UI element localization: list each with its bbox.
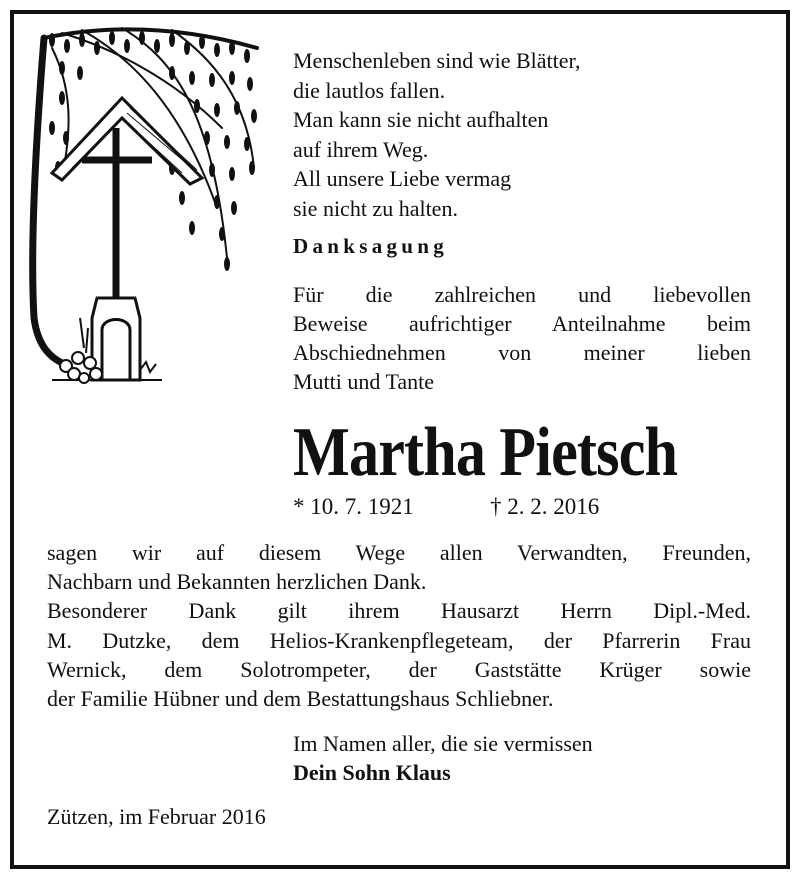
poem-line: Menschenleben sind wie Blätter, — [293, 48, 581, 73]
intro-line: Mutti und Tante — [293, 369, 435, 394]
intro-line: Für die zahlreichen und liebevollen — [293, 282, 751, 307]
place-and-date: Zützen, im Februar 2016 — [47, 804, 266, 829]
body-line: Besonderer Dank gilt ihrem Hausarzt Herrn Dipl.-Med. — [47, 598, 751, 624]
signature-block — [293, 729, 593, 787]
thanks-body — [47, 538, 751, 713]
thanks-heading: Danksagung — [293, 234, 449, 258]
signer-name: Dein Sohn Klaus — [293, 760, 451, 785]
body-line: Wernick, dem Solotrompeter, der Gaststätte Krüger sowie — [47, 656, 751, 682]
poem-line: auf ihrem Weg. — [293, 136, 429, 162]
body-line: der Familie Hübner und dem Bestattungshaus Schliebner. — [47, 686, 554, 712]
birth-date: * 10. 7. 1921 — [293, 494, 414, 519]
poem — [293, 46, 580, 223]
intro-line: Beweise aufrichtiger Anteilnahme beim — [293, 311, 751, 336]
poem-line: Man kann sie nicht aufhalten — [293, 107, 549, 132]
signature-line: Im Namen aller, die sie vermissen — [293, 731, 593, 756]
poem-line: die lautlos fallen. — [293, 77, 446, 103]
poem-line: All unsere Liebe vermag — [293, 166, 512, 191]
body-line: M. Dutzke, dem Helios-Krankenpflegeteam, der Pfarrerin Frau — [47, 627, 751, 653]
poem-line: sie nicht zu halten. — [293, 195, 458, 221]
intro-line: Abschiednehmen von meiner lieben — [293, 340, 751, 365]
body-line: sagen wir auf diesem Wege allen Verwandten, Freunden, — [47, 540, 751, 565]
death-date: † 2. 2. 2016 — [490, 494, 600, 519]
willow-cross-illustration-icon — [22, 18, 270, 393]
intro-text — [293, 280, 751, 396]
life-dates — [293, 494, 600, 520]
body-line: Nachbarn und Bekannten herzlichen Dank. — [47, 569, 427, 595]
deceased-name: Martha Pietsch — [293, 414, 678, 491]
